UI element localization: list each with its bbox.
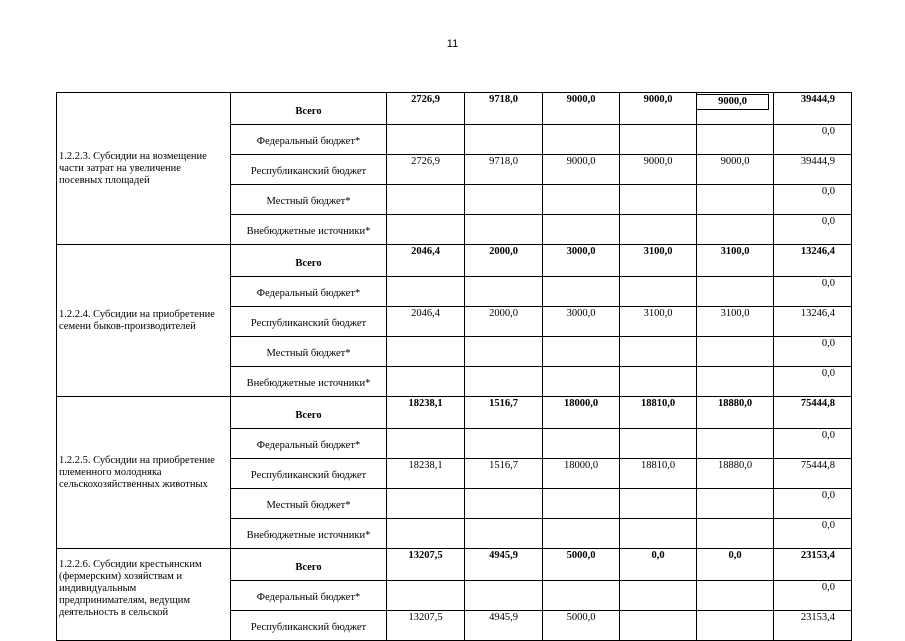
value-cell: 3100,0 [697,307,774,337]
value-cell: 9718,0 [465,93,543,125]
empty-cell [543,337,620,367]
value-cell: 0,0 [620,549,697,581]
value-cell: 5000,0 [543,611,620,641]
empty-cell [697,367,774,397]
value-cell [697,93,774,125]
value-cell-total: 0,0 [774,429,852,459]
value-cell: 4945,9 [465,611,543,641]
value-cell: 3000,0 [543,245,620,277]
source-extra: Внебюджетные источники* [231,215,387,245]
empty-cell [697,277,774,307]
source-total: Всего [231,549,387,581]
value-cell: 18238,1 [387,459,465,489]
table-row [57,245,852,277]
value-cell-total: 13246,4 [774,245,852,277]
value-cell-total: 0,0 [774,277,852,307]
source-local: Местный бюджет* [231,489,387,519]
source-total: Всего [231,245,387,277]
value-cell: 3100,0 [697,245,774,277]
source-federal: Федеральный бюджет* [231,125,387,155]
empty-cell [697,489,774,519]
source-republic: Республиканский бюджет [231,459,387,489]
empty-cell [620,337,697,367]
value-cell: 18880,0 [697,397,774,429]
empty-cell [543,277,620,307]
page-number: 11 [446,38,459,50]
empty-cell [387,125,465,155]
value-cell: 3100,0 [620,245,697,277]
measure-title: 1.2.2.5. Субсидии на приобретение племенного молодняка сельскохозяйственных животных [57,397,231,549]
empty-cell [620,489,697,519]
value-cell [620,611,697,641]
empty-cell [543,215,620,245]
value-cell-total: 0,0 [774,367,852,397]
empty-cell [465,337,543,367]
empty-cell [465,489,543,519]
measure-title: 1.2.2.3. Субсидии на возмещение части затрат на увеличение посевных площадей [57,93,231,245]
empty-cell [697,185,774,215]
empty-cell [543,519,620,549]
value-cell: 18000,0 [543,397,620,429]
value-cell: 3000,0 [543,307,620,337]
value-cell: 2726,9 [387,93,465,125]
empty-cell [697,125,774,155]
value-cell: 1516,7 [465,397,543,429]
source-republic: Республиканский бюджет [231,611,387,641]
empty-cell [387,519,465,549]
empty-cell [387,277,465,307]
empty-cell [387,337,465,367]
value-cell-total: 23153,4 [774,611,852,641]
empty-cell [620,429,697,459]
budget-table [56,92,852,641]
value-cell-total: 0,0 [774,581,852,611]
value-cell [697,611,774,641]
empty-cell [620,277,697,307]
value-cell: 18880,0 [697,459,774,489]
value-cell: 13207,5 [387,549,465,581]
value-cell: 2046,4 [387,245,465,277]
boxed-value: 9000,0 [696,94,769,110]
source-total: Всего [231,397,387,429]
empty-cell [620,215,697,245]
value-cell: 2726,9 [387,155,465,185]
value-cell: 9000,0 [620,93,697,125]
value-cell-total: 0,0 [774,519,852,549]
source-federal: Федеральный бюджет* [231,581,387,611]
value-cell: 0,0 [697,549,774,581]
value-cell-total: 13246,4 [774,307,852,337]
empty-cell [697,215,774,245]
empty-cell [465,185,543,215]
source-total: Всего [231,93,387,125]
empty-cell [697,519,774,549]
empty-cell [387,489,465,519]
empty-cell [697,581,774,611]
source-extra: Внебюджетные источники* [231,367,387,397]
value-cell: 18238,1 [387,397,465,429]
source-republic: Республиканский бюджет [231,307,387,337]
value-cell-total: 75444,8 [774,397,852,429]
empty-cell [543,489,620,519]
value-cell-total: 75444,8 [774,459,852,489]
empty-cell [543,429,620,459]
empty-cell [620,581,697,611]
empty-cell [465,429,543,459]
value-cell-total: 39444,9 [774,93,852,125]
empty-cell [620,367,697,397]
empty-cell [697,429,774,459]
empty-cell [543,185,620,215]
value-cell: 5000,0 [543,549,620,581]
value-cell: 9000,0 [543,93,620,125]
value-cell-total: 0,0 [774,337,852,367]
value-cell: 2046,4 [387,307,465,337]
value-cell: 9000,0 [543,155,620,185]
empty-cell [465,367,543,397]
value-cell: 2000,0 [465,307,543,337]
empty-cell [465,215,543,245]
empty-cell [620,125,697,155]
value-cell: 18000,0 [543,459,620,489]
source-extra: Внебюджетные источники* [231,519,387,549]
empty-cell [465,519,543,549]
value-cell: 2000,0 [465,245,543,277]
empty-cell [543,581,620,611]
value-cell: 9718,0 [465,155,543,185]
source-republic: Республиканский бюджет [231,155,387,185]
empty-cell [465,125,543,155]
value-cell: 13207,5 [387,611,465,641]
measure-title: 1.2.2.6. Субсидии крестьянским (фермерским) хозяйствам и индивидуальным предпринимателям, ведущим деятельность в сельской [57,549,231,641]
value-cell: 9000,0 [620,155,697,185]
empty-cell [387,429,465,459]
value-cell-total: 0,0 [774,125,852,155]
value-cell-total: 0,0 [774,489,852,519]
empty-cell [543,367,620,397]
source-federal: Федеральный бюджет* [231,277,387,307]
value-cell: 1516,7 [465,459,543,489]
empty-cell [697,337,774,367]
value-cell: 4945,9 [465,549,543,581]
empty-cell [387,581,465,611]
measure-title: 1.2.2.4. Субсидии на приобретение семени быков-производителей [57,245,231,397]
table-row [57,93,852,125]
value-cell-total: 0,0 [774,185,852,215]
source-federal: Федеральный бюджет* [231,429,387,459]
empty-cell [620,185,697,215]
value-cell-total: 0,0 [774,215,852,245]
empty-cell [387,367,465,397]
table-row [57,397,852,429]
empty-cell [465,277,543,307]
source-local: Местный бюджет* [231,337,387,367]
value-cell-total: 39444,9 [774,155,852,185]
empty-cell [387,185,465,215]
empty-cell [465,581,543,611]
value-cell: 18810,0 [620,459,697,489]
empty-cell [620,519,697,549]
source-local: Местный бюджет* [231,185,387,215]
value-cell-total: 23153,4 [774,549,852,581]
value-cell: 18810,0 [620,397,697,429]
empty-cell [543,125,620,155]
empty-cell [387,215,465,245]
table-row [57,549,852,581]
value-cell: 3100,0 [620,307,697,337]
value-cell: 9000,0 [697,155,774,185]
